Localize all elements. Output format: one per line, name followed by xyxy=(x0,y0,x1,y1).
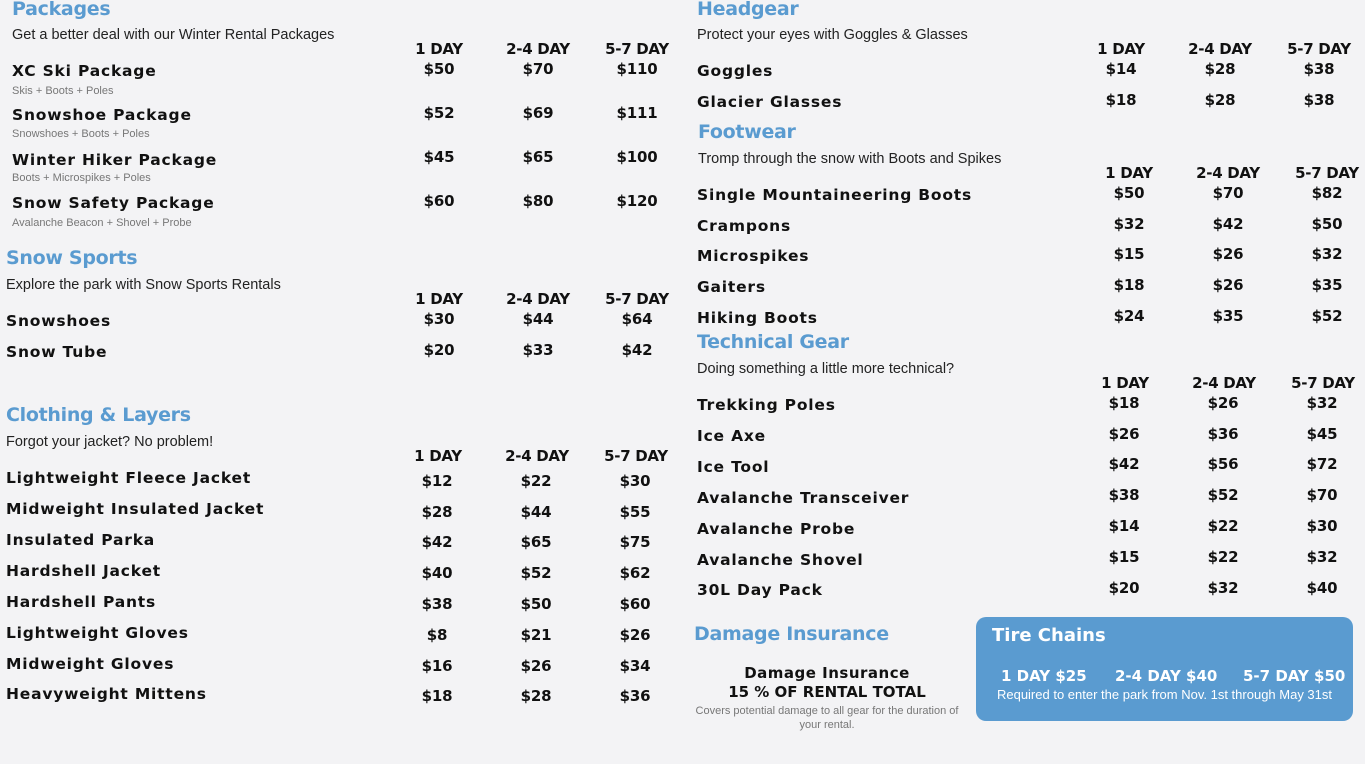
price-5-7-day: $32 xyxy=(1306,548,1338,566)
price-5-7-day: $38 xyxy=(1303,91,1335,109)
section-title: Damage Insurance xyxy=(694,623,889,645)
price-1-day: $38 xyxy=(1108,486,1140,504)
column-header-2-4-day: 2-4 DAY xyxy=(506,290,570,308)
price-1-day: $50 xyxy=(1113,184,1145,202)
column-header-1-day: 1 DAY xyxy=(1097,40,1145,58)
price-1-day: $12 xyxy=(421,472,453,490)
price-5-7-day: $75 xyxy=(619,533,651,551)
price-2-4-day: $22 xyxy=(1207,517,1239,535)
price-5-7-day: $55 xyxy=(619,503,651,521)
price-1-day: $14 xyxy=(1108,517,1140,535)
price-1-day: $24 xyxy=(1113,307,1145,325)
item-name: Trekking Poles xyxy=(697,396,836,414)
price-2-4-day: $32 xyxy=(1207,579,1239,597)
price-5-7-day: $70 xyxy=(1306,486,1338,504)
price-2-4-day: $42 xyxy=(1212,215,1244,233)
item-name: Winter Hiker Package xyxy=(12,151,218,169)
price-5-7-day: $36 xyxy=(619,687,651,705)
price-5-7-day: $50 xyxy=(1311,215,1343,233)
item-name: Microspikes xyxy=(697,247,810,265)
price-1-day: $20 xyxy=(423,341,455,359)
price-5-7-day: $72 xyxy=(1306,455,1338,473)
price-5-7-day: $26 xyxy=(619,626,651,644)
column-header-1-day: 1 DAY xyxy=(415,290,463,308)
section-subtitle: Tromp through the snow with Boots and Spikes xyxy=(698,151,1002,167)
item-name: Ice Axe xyxy=(697,427,766,445)
price-1-day: $30 xyxy=(423,310,455,328)
column-header-5-7-day: 5-7 DAY xyxy=(1291,374,1355,392)
price-1-day: $16 xyxy=(421,657,453,675)
item-description: Avalanche Beacon + Shovel + Probe xyxy=(12,217,192,229)
price-2-4-day: $26 xyxy=(1212,245,1244,263)
price-5-7-day: $32 xyxy=(1306,394,1338,412)
column-header-1-day: 1 DAY xyxy=(1105,164,1153,182)
item-description: Snowshoes + Boots + Poles xyxy=(12,128,150,140)
price-1-day: $42 xyxy=(1108,455,1140,473)
price-2-4-day: $26 xyxy=(520,657,552,675)
price-1-day: $26 xyxy=(1108,425,1140,443)
section-title: Tire Chains xyxy=(992,625,1106,646)
item-name: Goggles xyxy=(697,62,774,80)
price-1-day: $38 xyxy=(421,595,453,613)
item-description: Skis + Boots + Poles xyxy=(12,85,114,97)
column-header-2-4-day: 2-4 DAY xyxy=(1196,164,1260,182)
item-name: Midweight Gloves xyxy=(6,655,175,673)
item-name: Midweight Insulated Jacket xyxy=(6,500,265,518)
price-1-day: $18 xyxy=(1108,394,1140,412)
item-name: Crampons xyxy=(697,217,792,235)
price-2-4-day: $21 xyxy=(520,626,552,644)
price-5-7-day: $40 xyxy=(1306,579,1338,597)
price-5-7-day: $111 xyxy=(616,104,658,122)
section-subtitle: Forgot your jacket? No problem! xyxy=(6,434,214,450)
item-name: Snow Safety Package xyxy=(12,194,215,212)
price-5-7-day: $60 xyxy=(619,595,651,613)
price-2-4-day: $26 xyxy=(1212,276,1244,294)
price-2-4-day: $28 xyxy=(1204,91,1236,109)
column-header-1-day: 1 DAY xyxy=(414,447,462,465)
price-1-day: $8 xyxy=(426,626,448,644)
price-1-day: $18 xyxy=(1105,91,1137,109)
tire-price-2-4-day: 2-4 DAY $40 xyxy=(1115,667,1218,685)
item-description: Boots + Microspikes + Poles xyxy=(12,172,151,184)
item-name: Avalanche Transceiver xyxy=(697,489,910,507)
section-title: Headgear xyxy=(697,0,799,20)
price-2-4-day: $80 xyxy=(522,192,554,210)
price-1-day: $52 xyxy=(423,104,455,122)
tire-chains-box xyxy=(976,617,1353,721)
section-title: Clothing & Layers xyxy=(6,404,191,426)
item-name: XC Ski Package xyxy=(12,62,157,80)
column-header-5-7-day: 5-7 DAY xyxy=(1287,40,1351,58)
price-1-day: $18 xyxy=(421,687,453,705)
item-name: Hiking Boots xyxy=(697,309,818,327)
item-name: Single Mountaineering Boots xyxy=(697,186,973,204)
column-header-5-7-day: 5-7 DAY xyxy=(604,447,668,465)
item-name: Snow Tube xyxy=(6,343,108,361)
price-2-4-day: $44 xyxy=(522,310,554,328)
insurance-note: Covers potential damage to all gear for the duration of your rental. xyxy=(695,705,959,731)
price-1-day: $18 xyxy=(1113,276,1145,294)
price-5-7-day: $62 xyxy=(619,564,651,582)
section-title: Snow Sports xyxy=(6,247,138,269)
section-subtitle: Doing something a little more technical? xyxy=(697,361,955,377)
item-name: Snowshoes xyxy=(6,312,112,330)
item-name: Gaiters xyxy=(697,278,766,296)
price-2-4-day: $35 xyxy=(1212,307,1244,325)
price-5-7-day: $30 xyxy=(619,472,651,490)
price-5-7-day: $110 xyxy=(616,60,658,78)
item-name: Lightweight Fleece Jacket xyxy=(6,469,252,487)
column-header-5-7-day: 5-7 DAY xyxy=(1295,164,1359,182)
price-5-7-day: $30 xyxy=(1306,517,1338,535)
column-header-5-7-day: 5-7 DAY xyxy=(605,290,669,308)
price-5-7-day: $35 xyxy=(1311,276,1343,294)
item-name: Hardshell Jacket xyxy=(6,562,161,580)
price-2-4-day: $50 xyxy=(520,595,552,613)
tire-chains-note: Required to enter the park from Nov. 1st through May 31st xyxy=(996,687,1333,702)
item-name: Avalanche Shovel xyxy=(697,551,864,569)
price-1-day: $15 xyxy=(1108,548,1140,566)
price-5-7-day: $45 xyxy=(1306,425,1338,443)
item-name: Lightweight Gloves xyxy=(6,624,189,642)
price-5-7-day: $38 xyxy=(1303,60,1335,78)
item-name: Heavyweight Mittens xyxy=(6,685,207,703)
price-5-7-day: $64 xyxy=(621,310,653,328)
price-5-7-day: $32 xyxy=(1311,245,1343,263)
price-5-7-day: $82 xyxy=(1311,184,1343,202)
price-1-day: $32 xyxy=(1113,215,1145,233)
insurance-price: 15 % OF RENTAL TOTAL xyxy=(728,683,926,701)
section-subtitle: Explore the park with Snow Sports Rentals xyxy=(6,277,281,293)
item-name: Glacier Glasses xyxy=(697,93,843,111)
price-1-day: $15 xyxy=(1113,245,1145,263)
price-2-4-day: $44 xyxy=(520,503,552,521)
price-2-4-day: $33 xyxy=(522,341,554,359)
column-header-2-4-day: 2-4 DAY xyxy=(505,447,569,465)
price-5-7-day: $120 xyxy=(616,192,658,210)
price-5-7-day: $42 xyxy=(621,341,653,359)
price-5-7-day: $52 xyxy=(1311,307,1343,325)
price-1-day: $60 xyxy=(423,192,455,210)
price-2-4-day: $70 xyxy=(1212,184,1244,202)
price-2-4-day: $65 xyxy=(522,148,554,166)
price-2-4-day: $22 xyxy=(520,472,552,490)
price-1-day: $50 xyxy=(423,60,455,78)
section-title: Technical Gear xyxy=(697,331,849,353)
column-header-1-day: 1 DAY xyxy=(415,40,463,58)
tire-price-5-7-day: 5-7 DAY $50 xyxy=(1243,667,1346,685)
column-header-2-4-day: 2-4 DAY xyxy=(506,40,570,58)
price-2-4-day: $28 xyxy=(520,687,552,705)
item-name: Ice Tool xyxy=(697,458,770,476)
section-subtitle: Protect your eyes with Goggles & Glasses xyxy=(697,27,968,43)
price-2-4-day: $70 xyxy=(522,60,554,78)
price-2-4-day: $22 xyxy=(1207,548,1239,566)
price-1-day: $14 xyxy=(1105,60,1137,78)
section-subtitle: Get a better deal with our Winter Rental Packages xyxy=(12,27,335,43)
item-name: Avalanche Probe xyxy=(697,520,856,538)
price-2-4-day: $52 xyxy=(520,564,552,582)
price-2-4-day: $36 xyxy=(1207,425,1239,443)
price-1-day: $45 xyxy=(423,148,455,166)
item-name: Snowshoe Package xyxy=(12,106,192,124)
tire-price-1-day: 1 DAY $25 xyxy=(1001,667,1087,685)
price-2-4-day: $69 xyxy=(522,104,554,122)
price-2-4-day: $26 xyxy=(1207,394,1239,412)
column-header-2-4-day: 2-4 DAY xyxy=(1188,40,1252,58)
price-2-4-day: $56 xyxy=(1207,455,1239,473)
insurance-item-name: Damage Insurance xyxy=(744,664,910,682)
insurance-block xyxy=(694,664,960,732)
price-1-day: $42 xyxy=(421,533,453,551)
item-name: 30L Day Pack xyxy=(697,581,823,599)
item-name: Insulated Parka xyxy=(6,531,156,549)
column-header-2-4-day: 2-4 DAY xyxy=(1192,374,1256,392)
price-2-4-day: $28 xyxy=(1204,60,1236,78)
price-5-7-day: $34 xyxy=(619,657,651,675)
section-title: Footwear xyxy=(698,121,796,143)
price-1-day: $28 xyxy=(421,503,453,521)
price-5-7-day: $100 xyxy=(616,148,658,166)
section-title: Packages xyxy=(12,0,111,20)
price-2-4-day: $65 xyxy=(520,533,552,551)
price-2-4-day: $52 xyxy=(1207,486,1239,504)
item-name: Hardshell Pants xyxy=(6,593,157,611)
column-header-1-day: 1 DAY xyxy=(1101,374,1149,392)
column-header-5-7-day: 5-7 DAY xyxy=(605,40,669,58)
price-1-day: $40 xyxy=(421,564,453,582)
price-1-day: $20 xyxy=(1108,579,1140,597)
